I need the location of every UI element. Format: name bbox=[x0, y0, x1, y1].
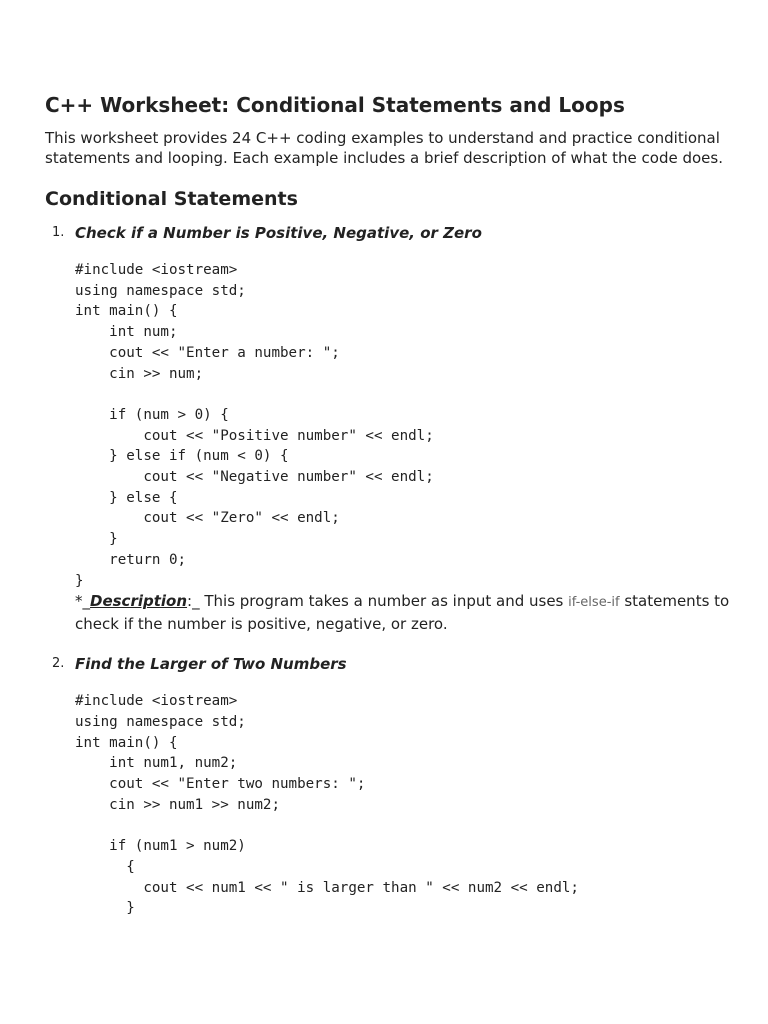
code-block: #include <iostream> using namespace std; int main() { int num1, num2; cout << "Enter two numbers: "; cin >> num1 >> num2; if (num1 > num2) { cout << num1 << " is larger than " << num2 << endl; } bbox=[75, 693, 579, 917]
description-label: Description bbox=[90, 592, 188, 611]
inline-code: if-else-if bbox=[568, 595, 620, 611]
example-title: Check if a Number is Positive, Negative, or Zero bbox=[75, 224, 482, 242]
description-text: This program takes a number as input and uses bbox=[199, 592, 569, 611]
page-title: C++ Worksheet: Conditional Statements and Loops bbox=[45, 93, 625, 117]
worksheet-page bbox=[45, 92, 735, 919]
code-block: #include <iostream> using namespace std; int main() { int num; cout << "Enter a number: "; cin >> num; if (num > 0) { cout << "Positive number" << endl; } else if (num < 0) { cout << "Negative number" << endl; } else { cout << "Zero" << endl; } return 0; } bbox=[75, 262, 434, 589]
section-heading: Conditional Statements bbox=[45, 188, 298, 210]
example-item bbox=[45, 654, 735, 919]
description-prefix: *_ bbox=[75, 592, 90, 611]
description-text: statements to check if the number is positive, negative, or zero. bbox=[75, 592, 730, 633]
intro-paragraph: This worksheet provides 24 C++ coding examples to understand and practice conditional statements and looping. Each example includes a brief description of what the code does. bbox=[45, 129, 723, 167]
description-suffix: :_ bbox=[187, 592, 200, 611]
example-number: 2. bbox=[52, 656, 65, 672]
example-number: 1. bbox=[52, 225, 65, 240]
example-title: Find the Larger of Two Numbers bbox=[75, 655, 347, 674]
example-description bbox=[75, 591, 735, 634]
example-item bbox=[45, 223, 735, 634]
